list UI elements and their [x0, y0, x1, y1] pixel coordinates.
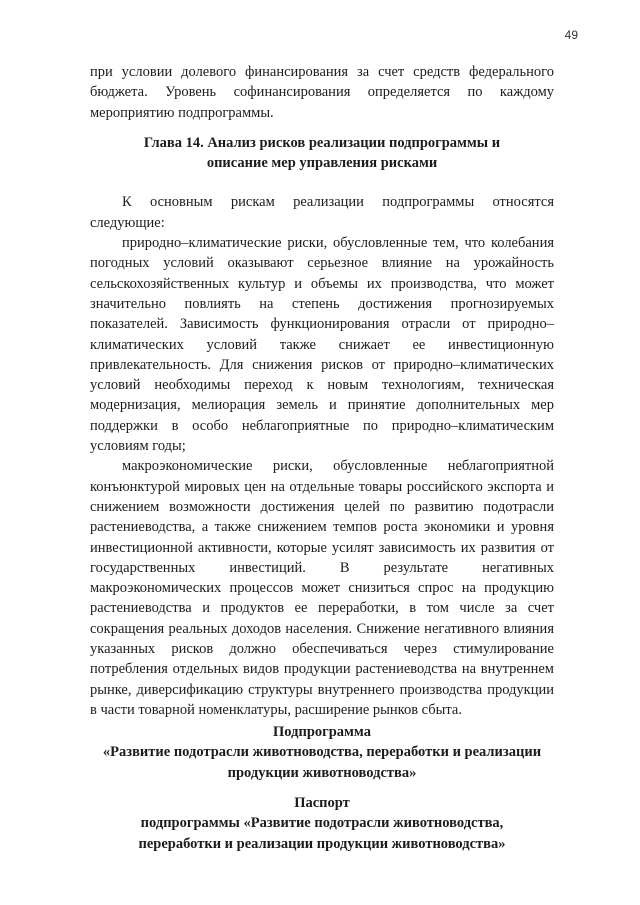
- chapter-heading-line-2: описание мер управления рисками: [206, 155, 438, 172]
- chapter-heading: [90, 133, 554, 174]
- subprogram-name-line-2: продукции животноводства»: [227, 764, 417, 781]
- document-body: [90, 62, 554, 720]
- page-number: 49: [564, 28, 578, 42]
- passport-line-1: подпрограммы «Развитие подотрасли животноводства,: [140, 815, 504, 832]
- subprogram-heading: [90, 722, 554, 783]
- subprogram-name-line-1: «Развитие подотрасли животноводства, переработки и реализации: [102, 744, 542, 761]
- passport-heading: [90, 793, 554, 854]
- subprogram-title: Подпрограмма: [273, 724, 371, 740]
- intro-paragraph: при условии долевого финансирования за счет средств федерального бюджета. Уровень софинансирования определяется по каждому мероприятию подпрограммы.: [90, 64, 554, 121]
- macroeconomic-risks-paragraph: макроэкономические риски, обусловленные неблагоприятной конъюнктурой мировых цен на отдельные товары российского экспорта и снижением возможности достижения целей по развитию подотрасли растениеводства, а также снижением темпов роста экономики и уровня инвестиционной активности, которые усилят зависимость их развития от государственных инвестиций. В результате негативных макроэкономических процессов может снизиться спрос на продукцию растениеводства и продуктов ее переработки, в том числе за счет сокращения реальных доходов населения. Снижение негативного влияния указанных рисков должно обеспечиваться через стимулирование потребления отдельных видов продукции растениеводства на внутреннем рынке, диверсификацию структуры внутреннего производства продукции в части товарной номенклатуры, расширение рынков сбыта.: [90, 458, 554, 718]
- passport-line-2: переработки и реализации продукции животноводства»: [138, 835, 506, 852]
- risks-intro-paragraph: К основным рискам реализации подпрограммы относятся следующие:: [90, 194, 554, 231]
- climate-risks-paragraph: природно–климатические риски, обусловленные тем, что колебания погодных условий оказывают серьезное влияние на урожайность сельскохозяйственных культур и объемы их производства, что может значительно повлиять на степень достижения прогнозируемых показателей. Зависимость функционирования отрасли от природно–климатических условий также снижает ее инвестиционную привлекательность. Для снижения рисков от природно–климатических условий необходимы переход к новым технологиям, техническая модернизация, мелиорация земель и принятие дополнительных мер поддержки в особо неблагоприятные по природно–климатическим условиям годы;: [90, 235, 554, 455]
- chapter-heading-line-1: Глава 14. Анализ рисков реализации подпрограммы и: [143, 134, 501, 151]
- passport-title: Паспорт: [294, 795, 350, 811]
